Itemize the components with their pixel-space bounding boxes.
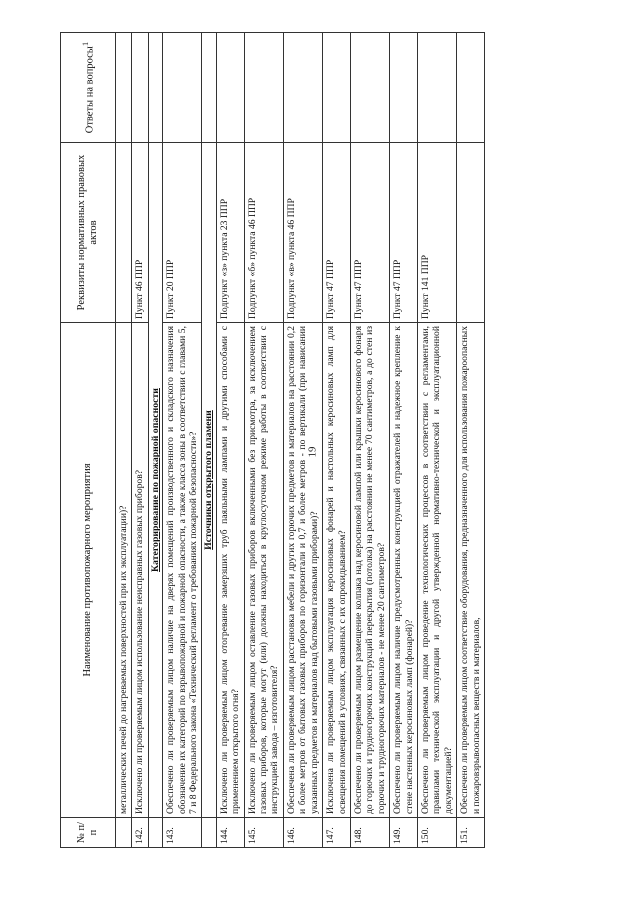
row-number: 150. bbox=[417, 818, 456, 848]
answer-cell bbox=[283, 33, 322, 143]
row-number: 145. bbox=[244, 818, 283, 848]
table-row bbox=[323, 33, 351, 848]
header-requisites: Реквизиты нормативных правовых актов bbox=[61, 143, 116, 323]
measure-text: Обеспечено ли проверяемым лицом проведение технологических процессов в соответствии с регламентами, правилами технической эксплуатации и другой утвержденной нормативно-технической и эксплуатационной документацией? bbox=[417, 323, 456, 818]
header-name: Наименование противопожарного мероприятия bbox=[61, 323, 116, 818]
measure-text: Исключено ли проверяемым лицом оставление газовых приборов включенными без присмотра, за исключением газовых приборов, которые могут (или) должны находиться в круглосуточном режиме работы в соответствии с инструкцией завода – изготовителя? bbox=[244, 323, 283, 818]
section-answer-cell bbox=[202, 33, 216, 143]
table-row bbox=[283, 33, 322, 848]
measure-text: Обеспечено ли проверяемым лицом наличие на дверях помещений производственного и складского назначения обозначение их категорий по взрывопожарной и пожарной опасности, а также класса зоны в соответствии с главами 5, 7 и 8 Федерального закона «Технический регламент о требованиях пожарной безопасности»? bbox=[163, 323, 202, 818]
measure-text: Обеспечено ли проверяемым лицом соответствие оборудования, предназначенного для использования пожароопасных и пожаровзрывоопасных веществ и материалов, bbox=[457, 323, 485, 818]
table-row bbox=[116, 33, 132, 848]
section-answer-cell bbox=[148, 33, 162, 143]
answer-cell bbox=[216, 33, 244, 143]
header-answers-label: Ответы на вопросы bbox=[84, 46, 96, 134]
row-number: 144. bbox=[216, 818, 244, 848]
table-row bbox=[216, 33, 244, 848]
row-number: 151. bbox=[457, 818, 485, 848]
table-row bbox=[132, 33, 148, 848]
requisites-cell: Пункт 46 ППР bbox=[132, 143, 148, 323]
row-number: 149. bbox=[390, 818, 418, 848]
requisites-cell: Пункт 47 ППР bbox=[323, 143, 351, 323]
row-number: 147. bbox=[323, 818, 351, 848]
requisites-cell bbox=[457, 143, 485, 323]
section-num-cell bbox=[202, 818, 216, 848]
section-row bbox=[202, 33, 216, 848]
checklist-table bbox=[60, 32, 485, 848]
answer-cell bbox=[244, 33, 283, 143]
table-row bbox=[350, 33, 389, 848]
table-header-row bbox=[61, 33, 116, 848]
row-number bbox=[116, 818, 132, 848]
table-row bbox=[244, 33, 283, 848]
answer-cell bbox=[116, 33, 132, 143]
measure-text: Обеспечено ли проверяемым лицом размещение колпака над керосиновой лампой или крышки керосинового фонаря до горючих и трудногорючих конструкций перекрытия (потолка) на расстоянии не менее 70 сантиметров, а до стен из горючих и трудногорючих материалов - не менее 20 сантиметров? bbox=[350, 323, 389, 818]
table-row bbox=[417, 33, 456, 848]
measure-text: Исключено ли проверяемым лицом отогревание замерзших труб паяльными лампами и другими способами с применением открытого огня? bbox=[216, 323, 244, 818]
measure-text: Исключена ли проверяемым лицом эксплуатация керосиновых фонарей и настольных керосиновых ламп для освещения помещений в условиях, связанных с их опрокидыванием? bbox=[323, 323, 351, 818]
measure-text: Обеспечено ли проверяемым лицом наличие предусмотренных конструкцией отражателей и надежное крепление к стене настенных керосиновых ламп (фонарей)? bbox=[390, 323, 418, 818]
section-num-cell bbox=[148, 818, 162, 848]
table-row bbox=[390, 33, 418, 848]
answer-cell bbox=[457, 33, 485, 143]
table-row bbox=[163, 33, 202, 848]
rotated-page bbox=[60, 33, 580, 848]
row-number: 142. bbox=[132, 818, 148, 848]
section-title: Категорирование по пожарной опасности bbox=[148, 143, 162, 818]
measure-text: Обеспечена ли проверяемым лицом расстановка мебели и других горючих предметов и материалов на расстоянии 0,2 и более метров от бытовых газовых приборов по горизонтали и 0,7 и более метров - по вертикали (при нависании указанных предметов и материалов над бытовыми газовыми приборами)? bbox=[283, 323, 322, 818]
answers-footnote-mark: 1 bbox=[80, 41, 91, 47]
answer-cell bbox=[163, 33, 202, 143]
measure-text: Исключено ли проверяемым лицом использование неисправных газовых приборов? bbox=[132, 323, 148, 818]
answer-cell bbox=[417, 33, 456, 143]
answer-cell bbox=[350, 33, 389, 143]
measure-text: металлических печей до нагреваемых поверхностей при их эксплуатации)? bbox=[116, 323, 132, 818]
answer-cell bbox=[323, 33, 351, 143]
row-number: 148. bbox=[350, 818, 389, 848]
section-title: Источники открытого пламени bbox=[202, 143, 216, 818]
requisites-cell: Пункт 47 ППР bbox=[390, 143, 418, 323]
answer-cell bbox=[132, 33, 148, 143]
table-row bbox=[457, 33, 485, 848]
requisites-cell: Подпункт «з» пункта 23 ППР bbox=[216, 143, 244, 323]
header-answers bbox=[61, 33, 116, 143]
requisites-cell: Пункт 20 ППР bbox=[163, 143, 202, 323]
header-num: № п/п bbox=[61, 818, 116, 848]
requisites-cell: Подпункт «б» пункта 46 ППР bbox=[244, 143, 283, 323]
section-row bbox=[148, 33, 162, 848]
requisites-cell bbox=[116, 143, 132, 323]
answer-cell bbox=[390, 33, 418, 143]
requisites-cell: Пункт 141 ППР bbox=[417, 143, 456, 323]
page-number: 19 bbox=[306, 446, 319, 458]
row-number: 146. bbox=[283, 818, 322, 848]
table-body bbox=[116, 33, 485, 848]
requisites-cell: Пункт 47 ППР bbox=[350, 143, 389, 323]
requisites-cell: Подпункт «в» пункта 46 ППР bbox=[283, 143, 322, 323]
row-number: 143. bbox=[163, 818, 202, 848]
